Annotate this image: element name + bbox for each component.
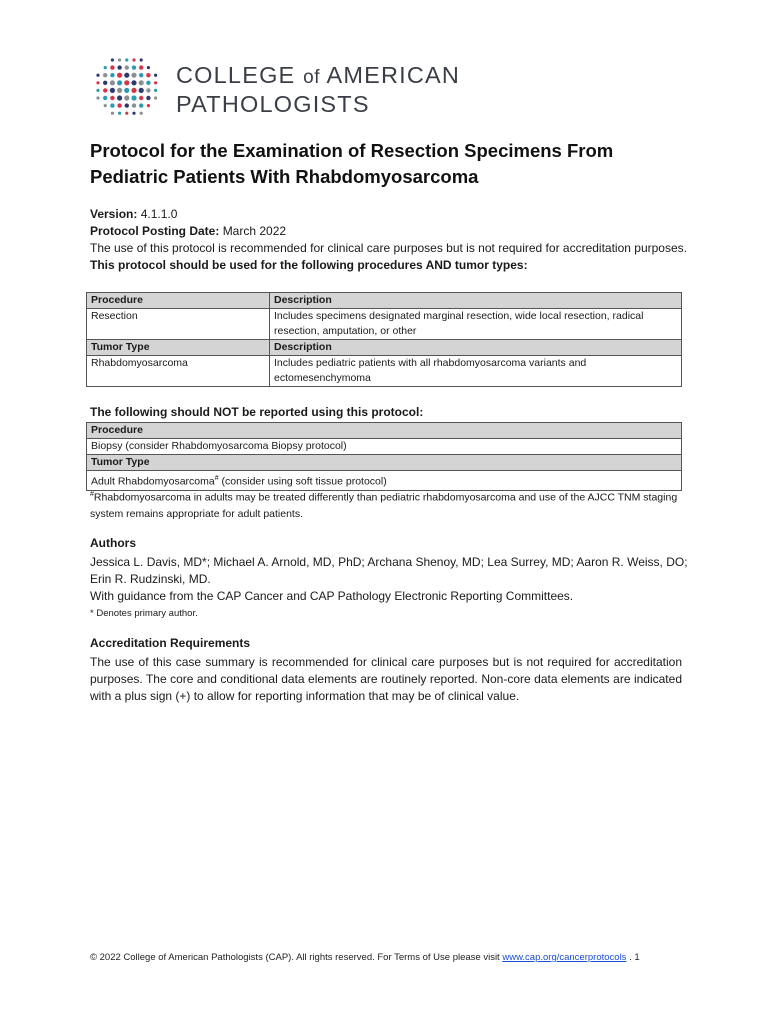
logo-dot — [110, 65, 114, 69]
logo-dot — [96, 96, 99, 99]
logo-dot — [110, 96, 114, 100]
procedures-heading: This protocol should be used for the following procedures AND tumor types: — [90, 258, 528, 272]
logo-dot — [140, 58, 143, 61]
page-title: Protocol for the Examination of Resection Specimens From Pediatric Patients With Rhabdomyosarcoma — [90, 140, 614, 187]
primary-author-note: * Denotes primary author. — [90, 608, 198, 619]
logo-dot — [139, 80, 144, 85]
logo-dot — [139, 96, 143, 100]
cap-dot-mark-icon — [94, 56, 164, 120]
table-header-row — [87, 455, 682, 471]
cap-logo — [94, 56, 474, 120]
table-cell: Biopsy (consider Rhabdomyosarcoma Biopsy protocol) — [87, 439, 682, 455]
authors-section — [90, 535, 690, 622]
table-header-cell: Description — [270, 293, 682, 309]
logo-dot — [146, 96, 150, 100]
logo-dot — [117, 103, 121, 107]
page-number: . 1 — [629, 952, 640, 963]
table-header-cell: Tumor Type — [87, 340, 270, 356]
logo-dot — [146, 81, 150, 85]
logo-dot — [125, 65, 129, 69]
logo-dot — [103, 73, 107, 77]
table-header-row — [87, 423, 682, 439]
logo-dot — [110, 80, 115, 85]
usage-note: The use of this protocol is recommended for clinical care purposes but is not required for accreditation purposes. — [90, 241, 687, 255]
logo-dot — [132, 103, 136, 107]
authors-guidance: With guidance from the CAP Cancer and CAP Pathology Electronic Reporting Committees. — [90, 589, 574, 603]
logo-dot — [139, 65, 143, 69]
table-cell: Resection — [87, 309, 270, 340]
logo-dot — [131, 73, 136, 78]
table-cell: Includes specimens designated marginal resection, wide local resection, radical resection, amputation, or other — [270, 309, 682, 340]
not-reported-heading: The following should NOT be reported using this protocol: — [90, 405, 424, 419]
copyright-text: © 2022 College of American Pathologists (CAP). All rights reserved. For Terms of Use please visit — [90, 952, 500, 963]
logo-dot — [104, 66, 107, 69]
accreditation-section — [90, 635, 682, 705]
logo-dot — [118, 58, 121, 61]
logo-dot — [125, 103, 129, 107]
table-header-cell: Procedure — [87, 423, 682, 439]
authors-heading: Authors — [90, 536, 136, 550]
table-cell: Adult Rhabdomyosarcoma# (consider using soft tissue protocol) — [87, 471, 682, 491]
procedures-table — [86, 292, 682, 387]
logo-dot — [96, 74, 99, 77]
authors-names: Jessica L. Davis, MD*; Michael A. Arnold, MD, PhD; Archana Shenoy, MD; Lea Surrey, MD; Aaron R. Weiss, DO; Erin R. Rudzinski, MD. — [90, 555, 688, 586]
logo-dot — [111, 112, 114, 115]
logo-dot — [103, 96, 107, 100]
logo-dot — [147, 66, 150, 69]
logo-wordmark — [176, 62, 460, 117]
logo-dot — [131, 80, 136, 85]
logo-dot — [132, 112, 135, 115]
logo-dot — [110, 73, 114, 77]
logo-dot — [132, 65, 136, 69]
table-row — [87, 356, 682, 387]
logo-dot — [124, 80, 129, 85]
logo-dot — [125, 112, 128, 115]
table-header-cell: Procedure — [87, 293, 270, 309]
logo-dot — [117, 80, 122, 85]
logo-dot — [117, 73, 122, 78]
logo-dot — [111, 58, 114, 61]
table-row — [87, 309, 682, 340]
logo-dot — [124, 88, 129, 93]
table-header-cell: Tumor Type — [87, 455, 682, 471]
logo-dot — [110, 103, 114, 107]
logo-dot — [125, 58, 128, 61]
logo-dot — [96, 81, 99, 84]
logo-dot — [154, 74, 157, 77]
logo-dot — [96, 89, 99, 92]
logo-line-2: PATHOLOGISTS — [176, 91, 370, 117]
logo-dot — [139, 73, 143, 77]
logo-dot — [103, 81, 107, 85]
logo-dot — [139, 88, 144, 93]
logo-dot — [154, 89, 157, 92]
protocol-meta — [90, 206, 690, 274]
logo-dot — [154, 96, 157, 99]
logo-dot — [117, 65, 121, 69]
page-footer — [90, 952, 690, 963]
table-header-cell: Description — [270, 340, 682, 356]
posting-date-line: Protocol Posting Date: March 2022 — [90, 224, 287, 238]
logo-dot — [146, 73, 150, 77]
logo-dot — [146, 88, 150, 92]
logo-dot — [124, 73, 129, 78]
accreditation-heading: Accreditation Requirements — [90, 636, 251, 650]
logo-dot — [117, 95, 122, 100]
logo-dot — [124, 95, 129, 100]
logo-dot — [140, 112, 143, 115]
logo-dot — [132, 58, 135, 61]
logo-dot — [104, 104, 107, 107]
logo-dot — [131, 88, 136, 93]
table-row — [87, 439, 682, 455]
logo-dot — [154, 81, 157, 84]
logo-dot — [103, 88, 107, 92]
table-cell: Includes pediatric patients with all rhabdomyosarcoma variants and ectomesenchymoma — [270, 356, 682, 387]
footnote: #Rhabdomyosarcoma in adults may be treated differently than pediatric rhabdomyosarcoma and use of the AJCC TNM staging system remains appropriate for adult patients. — [90, 491, 678, 520]
logo-dot — [118, 112, 121, 115]
table-header-row — [87, 293, 682, 309]
logo-dot — [147, 104, 150, 107]
cancer-protocols-link[interactable]: www.cap.org/cancerprotocols — [502, 952, 627, 963]
logo-dot — [139, 103, 143, 107]
version-line: Version: 4.1.1.0 — [90, 207, 178, 221]
accreditation-text: The use of this case summary is recommended for clinical care purposes but is not required for accreditation purposes. The core and conditional data elements are routinely reported. Non-core data elements are indicated with a plus sign (+) to allow for reporting information that may be of clinical value. — [90, 655, 682, 703]
logo-dot — [110, 88, 115, 93]
logo-line-1: COLLEGE of AMERICAN — [176, 62, 461, 88]
not-reported-table — [86, 422, 682, 491]
logo-dot — [117, 88, 122, 93]
logo-dot — [131, 95, 136, 100]
table-header-row — [87, 340, 682, 356]
table-cell: Rhabdomyosarcoma — [87, 356, 270, 387]
